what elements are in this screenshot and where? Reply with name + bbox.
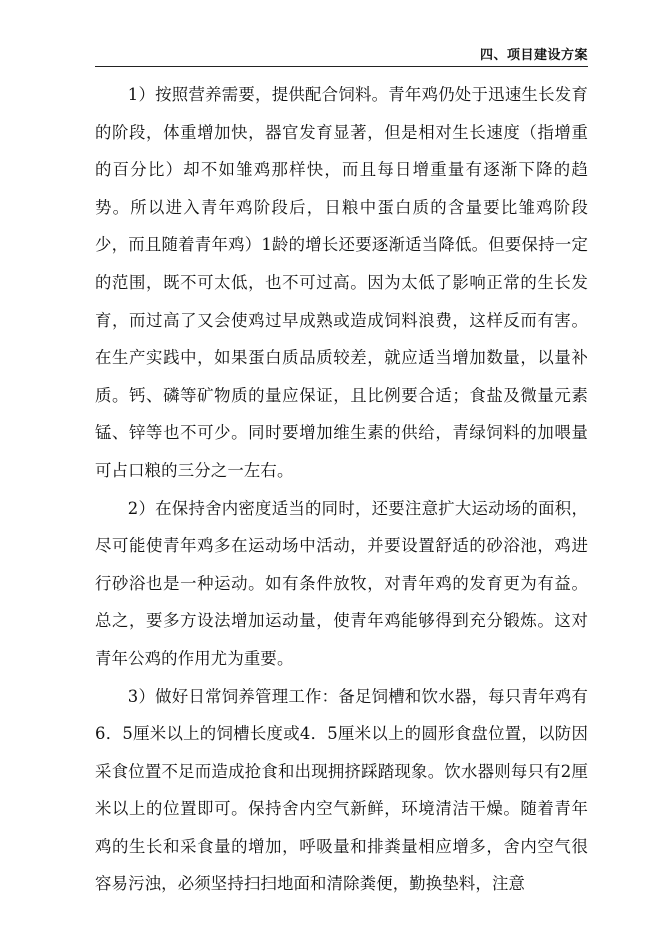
document-body xyxy=(95,76,588,903)
paragraph-daily-management: 3）做好日常饲养管理工作：备足饲槽和饮水器，每只青年鸡有6．5厘米以上的饲槽长度或4．5厘米以上的圆形食盘位置，以防因采食位置不足而造成抢食和出现拥挤踩踏现象。饮水器则每只有2厘米以上的位置即可。保持舍内空气新鲜，环境清洁干燥。随着青年鸡的生长和采食量的增加，呼吸量和排粪量相应增多，舍内空气很容易污浊，必须坚持扫扫地面和清除粪便，勤换垫料，注意 xyxy=(95,686,588,894)
section-title: 四、项目建设方案 xyxy=(479,48,588,63)
page-header xyxy=(95,0,588,70)
paragraph-feed: 1）按照营养需要，提供配合饲料。青年鸡仍处于迅速生长发育的阶段，体重增加快，器官发育显著，但是相对生长速度（指增重的百分比）却不如雏鸡那样快，而且每日增重量有逐渐下降的趋势。所以进入青年鸡阶段后，日粮中蛋白质的含量要比雏鸡阶段少，而且随着青年鸡）1龄的增长还要逐渐适当降低。但要保持一定的范围，既不可太低，也不可过高。因为太低了影响正常的生长发育，而过高了又会使鸡过早成熟或造成饲料浪费，这样反而有害。在生产实践中，如果蛋白质品质较差，就应适当增加数量，以量补质。钙、磷等矿物质的量应保证，且比例要合适；食盐及微量元素锰、锌等也不可少。同时要增加维生素的供给，青绿饲料的加喂量可占口粮的三分之一左右。 xyxy=(95,85,588,480)
header-divider xyxy=(95,66,588,67)
paragraph-exercise: 2）在保持舍内密度适当的同时，还要注意扩大运动场的面积，尽可能使青年鸡多在运动场中活动，并要设置舒适的砂浴池，鸡进行砂浴也是一种运动。如有条件放牧，对青年鸡的发育更为有益。总之，要多方设法增加运动量，使青年鸡能够得到充分锻炼。这对青年公鸡的作用尤为重要。 xyxy=(95,498,588,668)
